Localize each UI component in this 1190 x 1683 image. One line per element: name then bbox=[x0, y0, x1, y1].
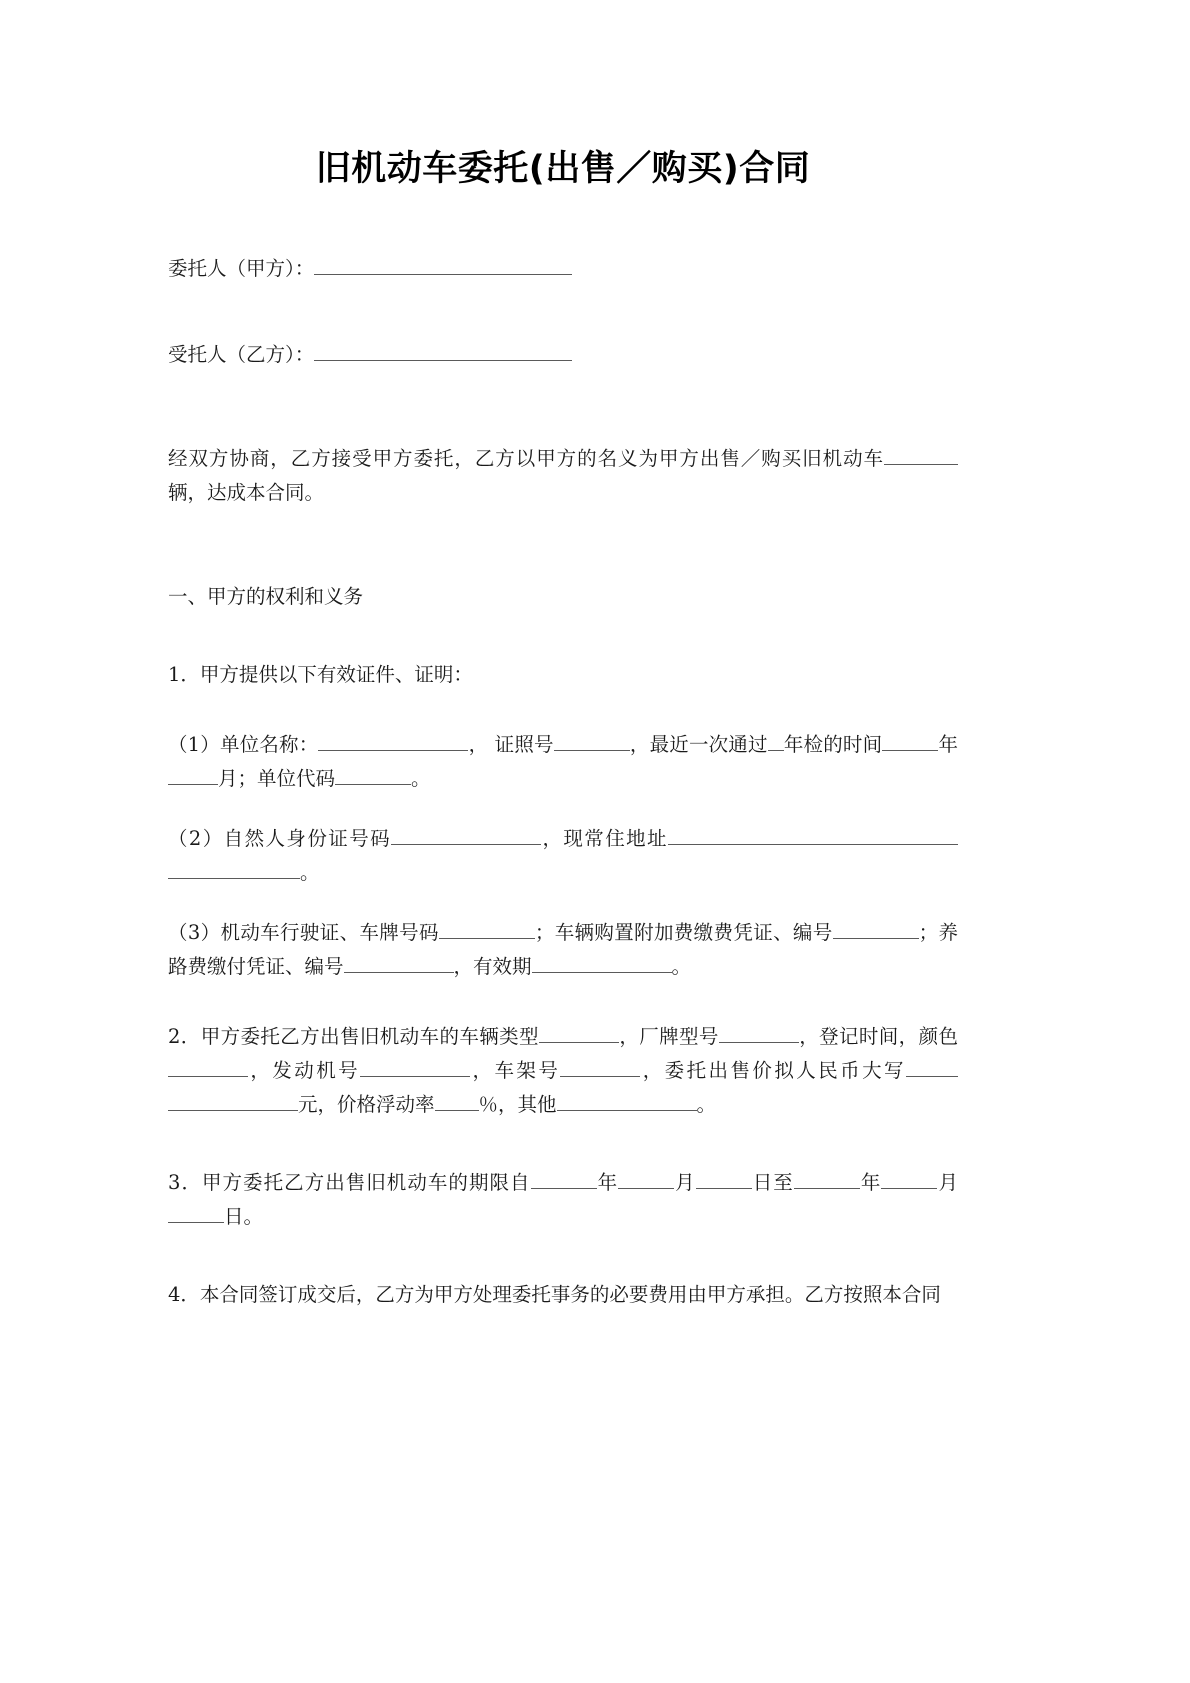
clause-1-label: 1．甲方提供以下有效证件、证明： bbox=[168, 663, 473, 686]
clause-text: ，有效期 bbox=[453, 955, 532, 978]
fill-in-blank[interactable] bbox=[906, 1059, 958, 1077]
fill-in-blank[interactable] bbox=[318, 733, 468, 751]
clause-text: ，委托出售价拟人民币大写 bbox=[640, 1059, 906, 1082]
fill-in-blank[interactable] bbox=[668, 827, 958, 845]
fill-in-blank[interactable] bbox=[391, 827, 541, 845]
fill-in-blank[interactable] bbox=[168, 1205, 224, 1223]
fill-in-blank[interactable] bbox=[532, 955, 672, 973]
clause-text: （3）机动车行驶证、车牌号码 bbox=[168, 921, 439, 944]
clause-text: 月 bbox=[937, 1171, 958, 1194]
spacer bbox=[168, 1122, 958, 1166]
fill-in-blank[interactable] bbox=[539, 1025, 619, 1043]
clause-text: ；车辆购置附加费缴费凭证、编号 bbox=[534, 921, 833, 944]
preamble-text: 经双方协商，乙方接受甲方委托，乙方以甲方的名义为甲方出售／购买旧机动车 bbox=[168, 447, 884, 470]
fill-in-blank[interactable] bbox=[554, 733, 630, 751]
clause-text: ，发动机号 bbox=[248, 1059, 361, 1082]
fill-in-blank[interactable] bbox=[439, 921, 535, 939]
clause-1-item-1 bbox=[168, 728, 958, 796]
clause-text: ，登记时间，颜色 bbox=[798, 1025, 958, 1048]
fill-in-blank[interactable] bbox=[881, 1171, 937, 1189]
page-title: 旧机动车委托(出售／购买)合同 bbox=[315, 149, 811, 189]
spacer bbox=[168, 796, 958, 822]
clause-text: 。 bbox=[671, 955, 692, 978]
clause-text: ，厂牌型号 bbox=[618, 1025, 719, 1048]
clause-3 bbox=[168, 1166, 958, 1234]
clause-1-item-3 bbox=[168, 916, 958, 984]
fill-in-blank[interactable] bbox=[435, 1093, 479, 1111]
spacer bbox=[168, 1234, 958, 1278]
fill-in-blank[interactable] bbox=[618, 1171, 674, 1189]
preamble-vehicle-count-blank[interactable] bbox=[884, 447, 958, 465]
clause-text: ， 证照号 bbox=[468, 733, 554, 756]
spacer bbox=[168, 614, 958, 658]
fill-in-blank[interactable] bbox=[360, 1059, 470, 1077]
spacer bbox=[168, 890, 958, 916]
fill-in-blank[interactable] bbox=[344, 955, 454, 973]
clause-2 bbox=[168, 1020, 958, 1122]
clause-text: 月；单位代码 bbox=[218, 767, 336, 790]
clause-text: （1）单位名称： bbox=[168, 733, 319, 756]
party-blank-yifang[interactable] bbox=[314, 343, 572, 361]
clause-text: 月 bbox=[674, 1171, 696, 1194]
fill-in-blank[interactable] bbox=[335, 767, 411, 785]
clause-text: （2）自然人身份证号码 bbox=[168, 827, 392, 850]
clause-text: 日。 bbox=[224, 1205, 264, 1228]
clause-text: 。 bbox=[411, 767, 431, 790]
clause-text: 2．甲方委托乙方出售旧机动车的车辆类型 bbox=[168, 1025, 539, 1048]
fill-in-blank[interactable] bbox=[557, 1093, 697, 1111]
fill-in-blank[interactable] bbox=[902, 733, 938, 751]
clause-text: 3．甲方委托乙方出售旧机动车的期限自 bbox=[168, 1171, 531, 1194]
fill-in-blank[interactable] bbox=[696, 1171, 752, 1189]
party-line-jiafang bbox=[168, 252, 958, 286]
clause-text: 年 bbox=[596, 1171, 619, 1194]
clause-4 bbox=[168, 1278, 958, 1312]
spacer bbox=[168, 372, 958, 442]
spacer bbox=[168, 510, 958, 580]
party-blank-jiafang[interactable] bbox=[314, 257, 572, 275]
spacer bbox=[168, 692, 958, 728]
clause-text: 4．本合同签订成交后，乙方为甲方处理委托事务的必要费用由甲方承担。乙方按照本合同 bbox=[168, 1283, 941, 1306]
fill-in-blank[interactable] bbox=[794, 1171, 860, 1189]
clause-text: ％，其他 bbox=[478, 1093, 557, 1116]
clause-text: ；养路费缴付凭证、编号 bbox=[168, 921, 958, 978]
clause-text: 元，价格浮动率 bbox=[298, 1093, 435, 1116]
clause-text: 年检的时间 bbox=[783, 733, 883, 756]
party-label-yifang: 受托人（乙方）： bbox=[168, 343, 315, 366]
preamble-paragraph bbox=[168, 442, 958, 510]
document-body bbox=[168, 0, 958, 1312]
clause-text: 年 bbox=[859, 1171, 882, 1194]
spacer bbox=[168, 286, 958, 338]
fill-in-blank[interactable] bbox=[168, 1093, 298, 1111]
fill-in-blank[interactable] bbox=[833, 921, 919, 939]
party-label-jiafang: 委托人（甲方）： bbox=[168, 257, 315, 280]
clause-text: 。 bbox=[696, 1093, 717, 1116]
fill-in-blank[interactable] bbox=[882, 733, 902, 751]
clause-text: ，现常住地址 bbox=[541, 827, 668, 850]
spacer bbox=[168, 190, 958, 252]
clause-text: ，车架号 bbox=[470, 1059, 561, 1082]
clause-1-item-2 bbox=[168, 822, 958, 890]
party-line-yifang bbox=[168, 338, 958, 372]
fill-in-blank[interactable] bbox=[719, 1025, 799, 1043]
fill-in-blank[interactable] bbox=[168, 861, 300, 879]
preamble-text-line2: 辆，达成本合同。 bbox=[168, 481, 325, 504]
fill-in-blank[interactable] bbox=[560, 1059, 640, 1077]
clause-text: 。 bbox=[300, 861, 320, 884]
spacer bbox=[168, 984, 958, 1020]
clause-text: 年 bbox=[938, 733, 958, 756]
fill-in-blank[interactable] bbox=[168, 1059, 248, 1077]
fill-in-blank[interactable] bbox=[768, 733, 784, 751]
fill-in-blank[interactable] bbox=[168, 767, 218, 785]
clause-text: ，最近一次通过 bbox=[629, 733, 768, 756]
clause-text: 日至 bbox=[751, 1171, 794, 1194]
fill-in-blank[interactable] bbox=[531, 1171, 597, 1189]
section-heading-one: 一、甲方的权利和义务 bbox=[168, 585, 364, 608]
